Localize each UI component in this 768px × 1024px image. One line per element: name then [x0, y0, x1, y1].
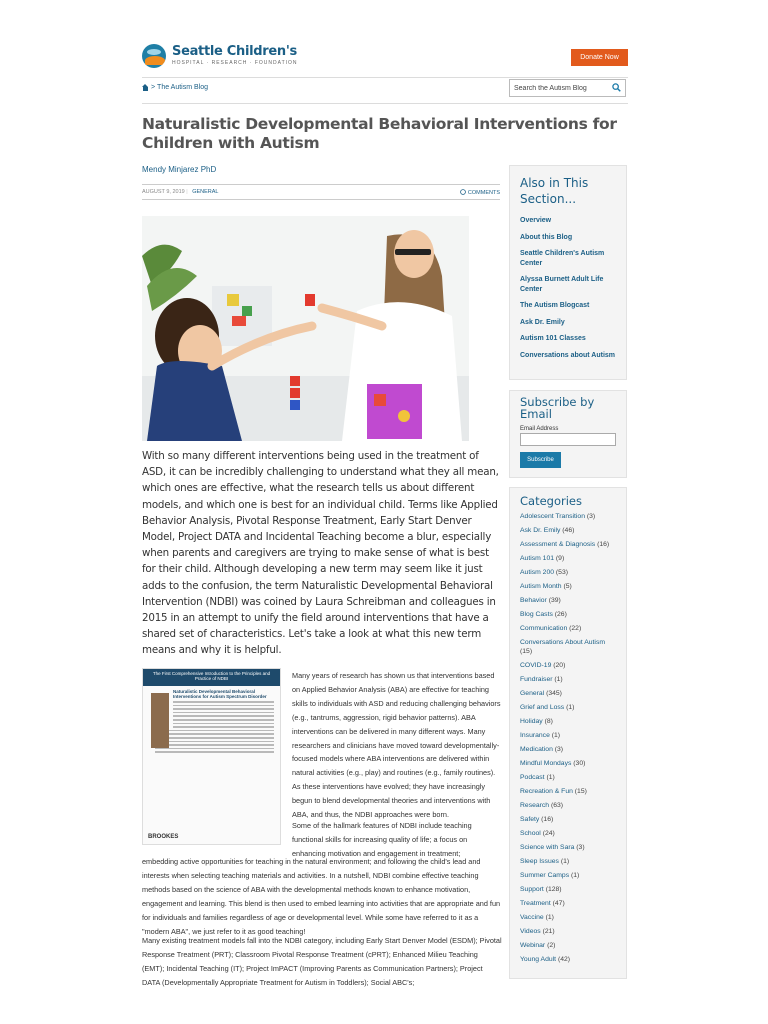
sidebar-link-adult-life-center[interactable]: Alyssa Burnett Adult Life Center: [520, 276, 604, 293]
category-link[interactable]: Videos: [520, 927, 541, 935]
category-item: [520, 886, 616, 895]
category-count: (2): [547, 941, 556, 949]
category-item: [520, 597, 616, 606]
subscribe-widget: [509, 390, 627, 478]
category-link[interactable]: Grief and Loss: [520, 703, 565, 711]
category-count: (42): [557, 955, 571, 963]
sidebar-link-about[interactable]: About this Blog: [520, 233, 573, 241]
category-count: (3): [554, 745, 564, 753]
home-icon[interactable]: [142, 84, 149, 91]
category-count: (9): [555, 555, 565, 562]
categories-widget: [509, 487, 627, 979]
category-link[interactable]: Vaccine: [520, 913, 544, 921]
category-link[interactable]: General: [520, 689, 545, 697]
category-count: (24): [542, 829, 555, 837]
book-text-line: [155, 748, 274, 750]
article-title: Naturalistic Developmental Behavioral Interventions for Children with Autism: [142, 115, 617, 152]
category-link[interactable]: Communication: [520, 625, 568, 632]
book-text-line: [155, 733, 274, 735]
category-count: (1): [560, 857, 570, 865]
category-item: [520, 872, 616, 881]
logo-mark-icon: [142, 44, 166, 68]
category-item: [520, 704, 616, 713]
book-text-line: [155, 744, 274, 746]
email-field[interactable]: [520, 433, 616, 446]
book-text-line: [155, 751, 274, 753]
category-count: (1): [566, 703, 575, 711]
site-logo[interactable]: [142, 44, 298, 68]
category-count: (53): [555, 569, 568, 576]
hero-image: [142, 216, 469, 441]
category-item: [520, 676, 616, 685]
book-cover-photo: [151, 693, 169, 748]
category-link[interactable]: Autism Month: [520, 583, 562, 590]
category-count: (345): [546, 689, 562, 697]
meta-bottom-rule: [142, 199, 500, 200]
category-item: [520, 914, 616, 923]
category-link[interactable]: Assessment & Diagnosis: [520, 541, 596, 548]
search-icon[interactable]: [612, 83, 621, 92]
category-link[interactable]: Support: [520, 885, 544, 893]
category-link[interactable]: Autism 200: [520, 569, 555, 576]
category-count: (63): [550, 801, 564, 809]
category-link[interactable]: Treatment: [520, 899, 551, 907]
book-text-line: [173, 701, 274, 703]
sidebar-link-autism-101[interactable]: Autism 101 Classes: [520, 335, 586, 342]
sidebar-link-blogcast[interactable]: The Autism Blogcast: [520, 302, 590, 309]
category-link[interactable]: Sleep Issues: [520, 857, 559, 865]
category-link[interactable]: Podcast: [520, 773, 545, 781]
book-text-line: [173, 712, 274, 714]
book-text-line: [173, 719, 274, 721]
category-count: (15): [574, 787, 587, 795]
category-count: (16): [541, 815, 554, 823]
sidebar-link-overview[interactable]: Overview: [520, 217, 552, 224]
category-item: [520, 844, 616, 853]
category-count: (46): [562, 527, 575, 534]
sidebar-link-autism-center[interactable]: Seattle Children's Autism Center: [520, 250, 605, 267]
book-text-line: [155, 737, 274, 739]
category-link[interactable]: Recreation & Fun: [520, 787, 573, 795]
category-count: (22): [569, 625, 582, 632]
category-item: [520, 555, 616, 564]
donate-button[interactable]: Donate Now: [571, 49, 628, 66]
category-item: [520, 611, 616, 620]
category-link[interactable]: Insurance: [520, 731, 550, 739]
category-count: (26): [554, 611, 567, 618]
logo-name: Seattle Children's: [172, 44, 297, 59]
category-item: [520, 625, 616, 634]
book-cover-header: The First Comprehensive Introduction to the Principles and Practice of NDBI: [143, 669, 280, 686]
header-divider: [142, 77, 628, 78]
category-count: (3): [576, 843, 585, 851]
category-link[interactable]: Autism 101: [520, 555, 555, 562]
category-count: (15): [520, 647, 533, 655]
category-count: (20): [553, 661, 566, 669]
category-link[interactable]: COVID-19: [520, 661, 552, 669]
category-link[interactable]: Ask Dr. Emily: [520, 527, 561, 534]
article-paragraph: Some of the hallmark features of NDBI include teaching functional skills for increasing quality of life; a focus on enhancing motivation and engagement in treatment;: [292, 821, 472, 858]
category-item: [520, 760, 616, 769]
book-text-line: [173, 726, 274, 728]
category-count: (21): [542, 927, 555, 935]
category-link[interactable]: Behavior: [520, 597, 547, 604]
comment-icon: [460, 189, 466, 195]
category-link[interactable]: Fundraiser: [520, 675, 553, 683]
book-text-line: [155, 730, 274, 732]
category-count: (1): [571, 871, 580, 879]
article-author[interactable]: Mendy Minjarez PhD: [142, 165, 217, 174]
article-meta: AUGUST 9, 2019 | GENERAL COMMENTS: [142, 189, 500, 196]
book-text-line: [173, 705, 274, 707]
category-item: [520, 956, 616, 965]
category-count: (1): [546, 773, 555, 781]
categories-title: Categories: [520, 494, 582, 508]
comments-link[interactable]: [460, 189, 500, 196]
category-link[interactable]: Research: [520, 801, 550, 809]
category-link[interactable]: Conversations About Autism: [520, 639, 606, 646]
meta-top-rule: [142, 184, 500, 185]
category-item: [520, 858, 616, 867]
category-item: [520, 774, 616, 783]
category-item: [520, 639, 616, 656]
breadcrumb-separator: >: [151, 84, 156, 91]
category-item: [520, 527, 616, 536]
comments-label: COMMENTS: [467, 190, 500, 196]
article-intro: With so many different interventions being used in the treatment of ASD, it can be incredibly challenging to understand what they all mean, which ones are effective, what the research tells us about different models, and which one is best for an individual child. Terms like Applied Behavior Analysis, Pivotal Response Treatment, Early Start Denver Model, Project DATA and Incidental Teaching become a blur, especially when parents and caregivers are trying to make sense of what is best for their child. Although developing a new term may seem like it just adds to the confusion, the term Naturalistic Developmental Behavioral Intervention (NDBI) was coined by Laura Schreibman and colleagues in 2015 in an attempt to unify the field around interventions that have a shared set of characteristics. Let's take a look at what this new term means and why it is helpful.: [142, 450, 499, 657]
category-item: [520, 541, 616, 550]
book-cover-title: Naturalistic Developmental Behavioral Interventions for Autism Spectrum Disorder: [173, 689, 267, 699]
article-paragraph: Many years of research has shown us that interventions based on Applied Behavior Analysis (ABA) are effective for teaching skills to individuals with ASD and reducing challenging behaviors (e.g., tantrums, aggression, rigid behavior patterns). ABA interventions can be delivered in many different ways. Many researchers and clinicians have moved toward developmentally-focused models where ABA interventions are delivered within natural activities (e.g., play) and routines (e.g., family routines). As these interventions have evolved; they have increasingly begun to blend developmental theories and interventions with ABA, and thus, the NDBI approaches were born.: [292, 671, 501, 820]
category-count: (39): [548, 597, 561, 604]
category-link[interactable]: Blog Casts: [520, 611, 553, 618]
book-text-line: [173, 723, 274, 725]
category-link[interactable]: Webinar: [520, 941, 546, 949]
search-form: [509, 79, 626, 97]
category-link[interactable]: Safety: [520, 815, 540, 823]
category-count: (30): [573, 759, 586, 767]
book-publisher: BROOKES: [148, 834, 179, 840]
category-item: [520, 662, 616, 671]
category-link[interactable]: School: [520, 829, 541, 837]
category-item: [520, 900, 616, 909]
site-header: [142, 44, 628, 74]
category-count: (8): [544, 717, 553, 725]
book-text-line: [173, 715, 274, 717]
category-count: (3): [586, 513, 596, 520]
article-date: AUGUST 9, 2019: [142, 189, 185, 195]
category-item: [520, 583, 616, 592]
category-item: [520, 830, 616, 839]
sidebar-link-conversations[interactable]: Conversations about Autism: [520, 351, 616, 359]
book-text-line: [173, 708, 274, 710]
category-item: [520, 690, 616, 699]
subscribe-title: Subscribe by Email: [520, 395, 595, 421]
also-in-section-title: Also in This Section...: [520, 176, 589, 206]
category-item: [520, 928, 616, 937]
category-link[interactable]: Adolescent Transition: [520, 513, 585, 520]
category-item: [520, 569, 616, 578]
category-count: (16): [597, 541, 610, 548]
breadcrumb: [142, 84, 208, 91]
book-cover-image: [142, 668, 281, 845]
article-paragraph: Many existing treatment models fall into the NDBI category, including Early Start Denver Model (ESDM); Pivotal Response Treatment (PRT); Classroom Pivotal Response Treatment (cPRT); Enhanced Milieu Teaching (EMT); Incidental Teaching (IT); Project ImPACT (Improving Parents as Communication Partners); Project DATA (Developmentally Appropriate Treatment for Autism in Toddlers); Social ABC's;: [142, 936, 502, 987]
category-link[interactable]: Medication: [520, 745, 553, 753]
category-count: (1): [545, 913, 554, 921]
category-item: [520, 802, 616, 811]
category-count: (5): [563, 583, 572, 590]
article-paragraph: embedding active opportunities for teaching in the natural environment; and following the child's lead and interests when selecting teaching materials and activities. In a nutshell, NDBI combine effective teaching methods based on the science of ABA with the developmental methods known to enhance motivation, engagement and learning. This blend is then used to embed learning into activities that are appropriate and fun for individuals and families regardless of age or developmental level. While some have referred to it as a "modern ABA", we just refer to it as good teaching!: [142, 857, 501, 936]
category-link[interactable]: Holiday: [520, 717, 543, 725]
logo-tagline: HOSPITAL · RESEARCH · FOUNDATION: [172, 60, 298, 66]
also-in-section-widget: [509, 165, 627, 380]
category-count: (47): [552, 899, 565, 907]
category-item: [520, 788, 616, 797]
category-item: [520, 718, 616, 727]
subscribe-button[interactable]: Subscribe: [520, 452, 561, 468]
sidebar-link-ask-dr-emily[interactable]: Ask Dr. Emily: [520, 318, 565, 326]
category-item: [520, 942, 616, 951]
category-item: [520, 732, 616, 741]
category-item: [520, 816, 616, 825]
breadcrumb-divider: [142, 103, 628, 104]
category-item: [520, 746, 616, 755]
article-category[interactable]: GENERAL: [192, 189, 219, 195]
category-item: [520, 513, 616, 522]
category-link[interactable]: Summer Camps: [520, 871, 570, 879]
email-label: Email Address: [520, 426, 559, 432]
category-link[interactable]: Young Adult: [520, 955, 557, 963]
categories-list: [520, 513, 616, 964]
category-link[interactable]: Science with Sara: [520, 843, 575, 851]
search-input[interactable]: [514, 85, 604, 92]
breadcrumb-current[interactable]: The Autism Blog: [157, 84, 209, 91]
category-count: (1): [554, 675, 563, 683]
book-text-line: [155, 741, 274, 743]
category-count: (128): [545, 885, 562, 893]
category-link[interactable]: Mindful Mondays: [520, 759, 572, 767]
category-count: (1): [551, 731, 561, 739]
